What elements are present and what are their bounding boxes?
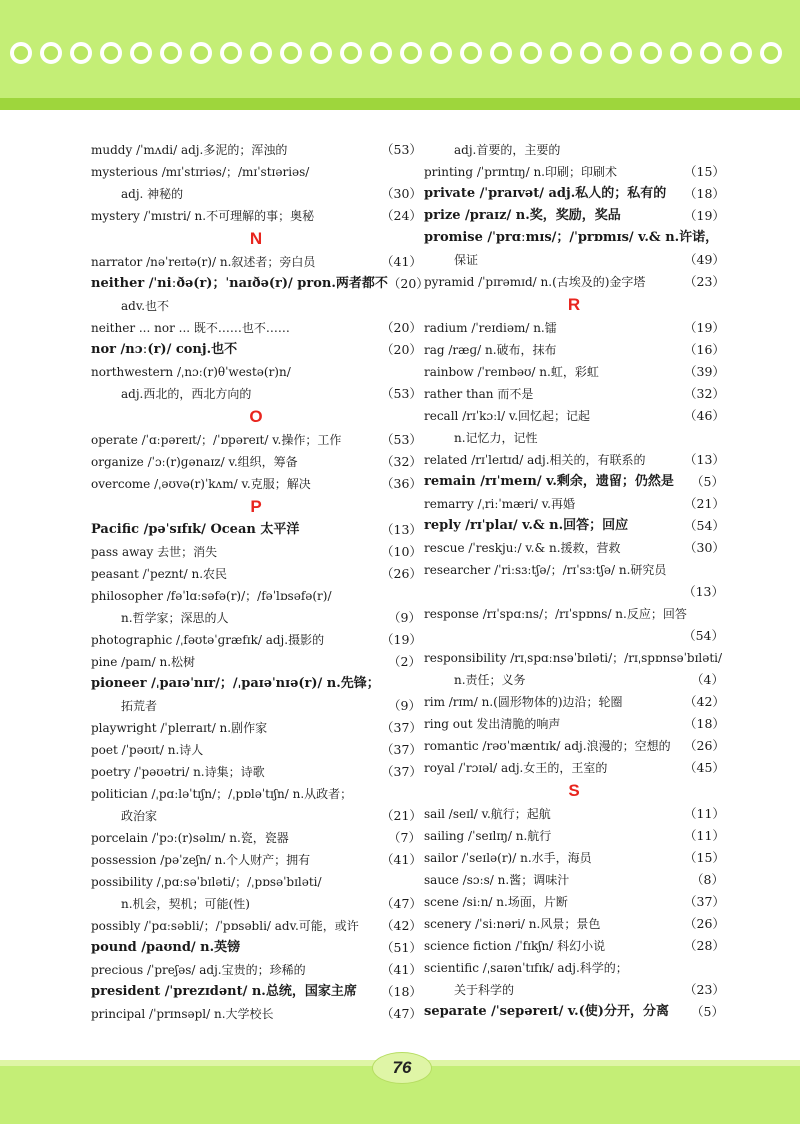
- unit-reference: （23）: [684, 274, 725, 289]
- decorative-circle: [220, 42, 242, 64]
- glossary-entry: [424, 1001, 724, 1023]
- glossary-entry: [91, 273, 429, 295]
- decorative-circle: [430, 42, 452, 64]
- glossary-entry: [91, 429, 421, 451]
- entry-text: researcher /ˈriːsɜːtʃə/；/rɪˈsɜːtʃə/ n.研究员: [424, 563, 667, 577]
- entry-text: mystery /ˈmɪstri/ n.不可理解的事；奥秘: [91, 209, 315, 223]
- glossary-entry: [424, 317, 724, 339]
- glossary-entry: [424, 559, 724, 581]
- glossary-entry: [91, 717, 421, 739]
- entry-text: Pacific /pəˈsɪfɪk/ Ocean 太平洋: [91, 522, 300, 537]
- unit-reference: （30）: [381, 186, 422, 201]
- glossary-entry: [424, 183, 724, 205]
- entry-text: prize /praɪz/ n.奖，奖励，奖品: [424, 208, 621, 223]
- decorative-circle: [190, 42, 212, 64]
- glossary-entry: [91, 783, 421, 805]
- unit-reference: （19）: [684, 208, 725, 223]
- decorative-circle: [340, 42, 362, 64]
- unit-reference: （53）: [381, 386, 422, 401]
- entry-text: pine /paɪn/ n.松树: [91, 655, 196, 669]
- unit-reference: （7）: [388, 830, 421, 845]
- entry-text: organize /ˈɔː(r)ɡənaɪz/ v.组织，筹备: [91, 455, 298, 469]
- unit-reference: （8）: [691, 872, 724, 887]
- entry-text: n.哲学家；深思的人: [121, 611, 229, 625]
- glossary-entry: [424, 713, 724, 735]
- glossary-entry: [91, 739, 421, 761]
- glossary-entry-continuation: [91, 183, 421, 205]
- entry-text: rag /ræɡ/ n.破布，抹布: [424, 343, 557, 357]
- glossary-left-column: [91, 139, 429, 1025]
- entry-text: philosopher /fəˈlɑːsəfə(r)/；/fəˈlɒsəfə(r)/: [91, 589, 332, 603]
- glossary-entry: [91, 317, 421, 339]
- glossary-entry: [424, 825, 724, 847]
- entry-text: principal /ˈprɪnsəpl/ n.大学校长: [91, 1007, 274, 1021]
- page-number: 76: [392, 1058, 412, 1077]
- unit-reference: （37）: [381, 742, 422, 757]
- section-letter: O: [249, 407, 263, 426]
- unit-reference: （36）: [381, 476, 422, 491]
- unit-reference: （26）: [684, 738, 725, 753]
- decorative-circle: [730, 42, 752, 64]
- glossary-entry: [424, 869, 724, 891]
- glossary-entry-continuation: [424, 139, 724, 161]
- decorative-circle: [10, 42, 32, 64]
- glossary-entry: [91, 139, 421, 161]
- unit-reference: （54）: [684, 518, 725, 533]
- entry-text: romantic /rəʊˈmæntɪk/ adj.浪漫的；空想的: [424, 739, 671, 753]
- entry-text: rim /rɪm/ n.(圆形物体的)边沿；轮圈: [424, 695, 623, 709]
- glossary-entry-continuation: [424, 669, 724, 691]
- entry-text: scene /siːn/ n.场面，片断: [424, 895, 568, 909]
- decorative-circle: [610, 42, 632, 64]
- glossary-entry: [91, 673, 421, 695]
- glossary-entry: [424, 957, 724, 979]
- page-number-badge: [372, 1052, 432, 1084]
- decorative-circle: [490, 42, 512, 64]
- entry-text: n.机会，契机；可能(性): [121, 897, 250, 911]
- glossary-entry: [91, 361, 421, 383]
- unit-reference: （41）: [381, 962, 422, 977]
- unit-reference: （19）: [381, 632, 422, 647]
- unit-reference: （18）: [684, 186, 725, 201]
- entry-text: adj.西北的，西北方向的: [121, 387, 252, 401]
- entry-text: recall /rɪˈkɔːl/ v.回忆起；记起: [424, 409, 591, 423]
- glossary-entry: [91, 1003, 421, 1025]
- entry-text: peasant /ˈpeznt/ n.农民: [91, 567, 228, 581]
- unit-reference: （18）: [684, 716, 725, 731]
- unit-reference: （21）: [684, 496, 725, 511]
- glossary-entry: [91, 473, 421, 495]
- unit-reference: （13）: [684, 452, 725, 467]
- glossary-entry-continuation: [91, 805, 421, 827]
- entry-text: possibly /ˈpɑːsəbli/；/ˈpɒsəbli/ adv.可能，或许: [91, 919, 359, 933]
- entry-text: printing /ˈprɪntɪŋ/ n.印刷；印刷术: [424, 165, 617, 179]
- entry-text: neither ... nor ... 既不……也不……: [91, 321, 290, 335]
- decorative-circle: [760, 42, 782, 64]
- entry-text: separate /ˈsepəreɪt/ v.(使)分开，分离: [424, 1004, 669, 1019]
- unit-reference: （46）: [684, 408, 725, 423]
- unit-reference: （54）: [683, 628, 724, 643]
- unit-reference: （39）: [684, 364, 725, 379]
- glossary-entry: [91, 629, 421, 651]
- entry-text: sail /seɪl/ v.航行；起航: [424, 807, 551, 821]
- glossary-entry: [424, 757, 724, 779]
- unit-reference: （28）: [684, 938, 725, 953]
- glossary-entry: [424, 361, 724, 383]
- glossary-entry: [424, 205, 724, 227]
- unit-reference: （45）: [684, 760, 725, 775]
- entry-text: photographic /ˌfəʊtəˈɡræfɪk/ adj.摄影的: [91, 633, 325, 647]
- unit-reference: （2）: [388, 654, 421, 669]
- decorative-circle: [400, 42, 422, 64]
- unit-reference: （11）: [684, 806, 725, 821]
- decorative-circle: [160, 42, 182, 64]
- entry-text: northwestern /ˌnɔː(r)θˈwestə(r)n/: [91, 365, 291, 379]
- entry-text: playwright /ˈpleɪraɪt/ n.剧作家: [91, 721, 268, 735]
- unit-reference: （42）: [381, 918, 422, 933]
- unit-reference: （9）: [388, 698, 421, 713]
- entry-text: possibility /ˌpɑːsəˈbɪləti/；/ˌpɒsəˈbɪləti/: [91, 875, 322, 889]
- unit-reference: （20）: [387, 276, 429, 291]
- glossary-entry: [91, 519, 421, 541]
- entry-text: nor /nɔː(r)/ conj.也不: [91, 342, 238, 357]
- header-band-stripe: [0, 98, 800, 110]
- unit-reference: （37）: [381, 764, 422, 779]
- glossary-entry: [424, 161, 724, 183]
- glossary-entry: [91, 585, 421, 607]
- section-letter: R: [567, 295, 581, 314]
- entry-text: 政治家: [121, 809, 158, 823]
- entry-text: scenery /ˈsiːnəri/ n.风景；景色: [424, 917, 601, 931]
- entry-text: narrator /nəˈreɪtə(r)/ n.叙述者；旁白员: [91, 255, 316, 269]
- glossary-entry: [91, 849, 421, 871]
- entry-text: neither /ˈniːðə(r)；ˈnaɪðə(r)/ pron.两者都不: [91, 276, 388, 291]
- unit-reference: （37）: [684, 894, 725, 909]
- entry-text: remarry /ˌriːˈmæri/ v.再婚: [424, 497, 575, 511]
- entry-text: adj.首要的，主要的: [454, 143, 561, 157]
- entry-text: science fiction /ˈfɪkʃn/ 科幻小说: [424, 939, 606, 953]
- glossary-entry: [424, 227, 724, 249]
- unit-reference: （23）: [684, 982, 725, 997]
- glossary-entry: [424, 449, 724, 471]
- unit-reference: （30）: [684, 540, 725, 555]
- unit-reference: （32）: [381, 454, 422, 469]
- entry-text: 拓荒者: [121, 699, 158, 713]
- glossary-entry: [91, 981, 421, 1003]
- unit-reference: （26）: [684, 916, 725, 931]
- glossary-entry: [424, 647, 724, 669]
- glossary-entry: [424, 493, 724, 515]
- glossary-entry: [424, 271, 724, 293]
- unit-reference: （5）: [691, 474, 724, 489]
- glossary-entry-continuation: [424, 979, 724, 1001]
- glossary-entry: [91, 651, 421, 673]
- unit-reference: （20）: [381, 320, 422, 335]
- unit-reference: （10）: [381, 544, 422, 559]
- glossary-entry: [91, 959, 421, 981]
- unit-reference: （11）: [684, 828, 725, 843]
- decorative-circle: [460, 42, 482, 64]
- glossary-entry: [91, 563, 421, 585]
- glossary-entry: [424, 847, 724, 869]
- glossary-entry: [91, 339, 421, 361]
- entry-text: related /rɪˈleɪtɪd/ adj.相关的，有联系的: [424, 453, 646, 467]
- unit-reference: （53）: [381, 432, 422, 447]
- glossary-right-column: [424, 139, 724, 1023]
- entry-text: overcome /ˌəʊvə(r)ˈkʌm/ v.克服；解决: [91, 477, 311, 491]
- decorative-circle: [640, 42, 662, 64]
- unit-reference: （15）: [684, 164, 725, 179]
- decorative-circle: [130, 42, 152, 64]
- entry-text: royal /ˈrɔɪəl/ adj.女王的，王室的: [424, 761, 608, 775]
- entry-text: muddy /ˈmʌdi/ adj.多泥的；浑浊的: [91, 143, 288, 157]
- glossary-entry: [424, 735, 724, 757]
- decorative-circle: [550, 42, 572, 64]
- unit-reference: （37）: [381, 720, 422, 735]
- unit-reference: （9）: [388, 610, 421, 625]
- glossary-entry: [424, 803, 724, 825]
- entry-text: radium /ˈreɪdiəm/ n.镭: [424, 321, 557, 335]
- decorative-circle: [70, 42, 92, 64]
- glossary-entry-continuation: [91, 695, 421, 717]
- glossary-entry: [91, 827, 421, 849]
- unit-reference: （53）: [381, 142, 422, 157]
- entry-text: responsibility /rɪˌspɑːnsəˈbɪləti/；/rɪˌspɒnsəˈbɪləti/: [424, 651, 723, 665]
- unit-reference: （24）: [381, 208, 422, 223]
- entry-text: 关于科学的: [454, 983, 515, 997]
- entry-text: president /ˈprezɪdənt/ n.总统，国家主席: [91, 984, 357, 999]
- unit-reference: （5）: [691, 1004, 724, 1019]
- decorative-circle: [520, 42, 542, 64]
- glossary-entry-continuation: [91, 295, 421, 317]
- unit-reference: （13）: [381, 522, 422, 537]
- glossary-entry: [91, 937, 421, 959]
- glossary-entry: [424, 383, 724, 405]
- glossary-entry: [91, 205, 421, 227]
- entry-text: poetry /ˈpəʊətri/ n.诗集；诗歌: [91, 765, 265, 779]
- glossary-entry: [91, 761, 421, 783]
- glossary-entry: [424, 935, 724, 957]
- unit-reference: （49）: [684, 252, 725, 267]
- glossary-entry-continuation: [91, 607, 421, 629]
- decorative-circle: [280, 42, 302, 64]
- entry-text: pioneer /ˌpaɪəˈnɪr/；/ˌpaɪəˈnɪə(r)/ n.先锋；: [91, 676, 380, 691]
- glossary-entry-continuation: [424, 427, 724, 449]
- glossary-entry: [424, 603, 724, 625]
- entry-text: precious /ˈpreʃəs/ adj.宝贵的；珍稀的: [91, 963, 306, 977]
- section-letter: S: [568, 781, 580, 800]
- glossary-entry: [91, 871, 421, 893]
- entry-text: adj. 神秘的: [121, 187, 184, 201]
- glossary-entry: [424, 691, 724, 713]
- entry-text: response /rɪˈspɑːns/；/rɪˈspɒns/ n.反应；回答: [424, 607, 687, 621]
- entry-text: adv.也不: [121, 299, 170, 313]
- entry-text: sailor /ˈseɪlə(r)/ n.水手，海员: [424, 851, 592, 865]
- entry-text: poet /ˈpəʊɪt/ n.诗人: [91, 743, 204, 757]
- entry-text: n.责任；义务: [454, 673, 526, 687]
- unit-reference: （16）: [684, 342, 725, 357]
- decorative-circle: [40, 42, 62, 64]
- decorative-circle: [580, 42, 602, 64]
- entry-text: rather than 而不是: [424, 387, 534, 401]
- glossary-entry: [91, 251, 421, 273]
- glossary-entry-continuation: [91, 893, 421, 915]
- glossary-entry: [424, 471, 724, 493]
- glossary-entry: [424, 537, 724, 559]
- entry-text: rescue /ˈreskjuː/ v.& n.援救，营救: [424, 541, 621, 555]
- entry-text: ring out 发出清脆的响声: [424, 717, 561, 731]
- entry-text: politician /ˌpɑːləˈtɪʃn/；/ˌpɒləˈtɪʃn/ n.从政者；: [91, 787, 353, 801]
- glossary-entry: [91, 451, 421, 473]
- unit-reference: （21）: [381, 808, 422, 823]
- entry-text: sailing /ˈseɪlɪŋ/ n.航行: [424, 829, 552, 843]
- glossary-entry: [424, 891, 724, 913]
- unit-reference: （26）: [381, 566, 422, 581]
- glossary-entry: [424, 339, 724, 361]
- unit-reference: （4）: [691, 672, 724, 687]
- entry-text: 保证: [454, 253, 479, 267]
- glossary-entry: [424, 515, 724, 537]
- glossary-entry: [91, 161, 421, 183]
- glossary-entry-continuation: [91, 383, 421, 405]
- entry-text: reply /rɪˈplaɪ/ v.& n.回答；回应: [424, 518, 629, 533]
- entry-text: porcelain /ˈpɔː(r)səlɪn/ n.瓷，瓷器: [91, 831, 289, 845]
- entry-text: private /ˈpraɪvət/ adj.私人的；私有的: [424, 186, 667, 201]
- entry-text: sauce /sɔːs/ n.酱；调味汁: [424, 873, 570, 887]
- unit-reference: （41）: [381, 254, 422, 269]
- unit-reference: （20）: [381, 342, 422, 357]
- unit-reference: （47）: [381, 896, 422, 911]
- unit-reference: （41）: [381, 852, 422, 867]
- entry-text: promise /ˈprɑːmɪs/；/ˈprɒmɪs/ v.& n.许诺，: [424, 230, 719, 245]
- section-letter: N: [249, 229, 263, 248]
- decorative-circle: [310, 42, 332, 64]
- entry-text: mysterious /mɪˈstɪriəs/；/mɪˈstɪəriəs/: [91, 165, 310, 179]
- unit-reference: （18）: [381, 984, 422, 999]
- entry-text: operate /ˈɑːpəreɪt/；/ˈɒpəreɪt/ v.操作；工作: [91, 433, 342, 447]
- unit-reference: （32）: [684, 386, 725, 401]
- entry-text: possession /pəˈzeʃn/ n.个人财产；拥有: [91, 853, 311, 867]
- entry-text: scientific /ˌsaɪənˈtɪfɪk/ adj.科学的；: [424, 961, 628, 975]
- unit-reference: （19）: [684, 320, 725, 335]
- entry-text: rainbow /ˈreɪnbəʊ/ n.虹，彩虹: [424, 365, 599, 379]
- entry-text: pyramid /ˈpɪrəmɪd/ n.(古埃及的)金字塔: [424, 275, 646, 289]
- decorative-circle: [670, 42, 692, 64]
- entry-text: pound /paʊnd/ n.英镑: [91, 940, 241, 955]
- glossary-entry: [91, 541, 421, 563]
- unit-reference: （51）: [381, 940, 422, 955]
- section-letter: P: [250, 497, 262, 516]
- decorative-circle: [250, 42, 272, 64]
- decorative-circle: [370, 42, 392, 64]
- unit-reference: （42）: [684, 694, 725, 709]
- unit-reference: （47）: [381, 1006, 422, 1021]
- glossary-entry-continuation: [424, 249, 724, 271]
- unit-reference: （15）: [684, 850, 725, 865]
- glossary-entry: [424, 913, 724, 935]
- decorative-circle: [100, 42, 122, 64]
- decorative-circles: [10, 42, 782, 64]
- entry-text: n.记忆力，记性: [454, 431, 538, 445]
- glossary-entry: [424, 405, 724, 427]
- entry-text: remain /rɪˈmeɪn/ v.剩余，遗留；仍然是: [424, 474, 674, 489]
- unit-reference: （13）: [683, 584, 724, 599]
- glossary-entry: [91, 915, 421, 937]
- decorative-circle: [700, 42, 722, 64]
- entry-text: pass away 去世；消失: [91, 545, 218, 559]
